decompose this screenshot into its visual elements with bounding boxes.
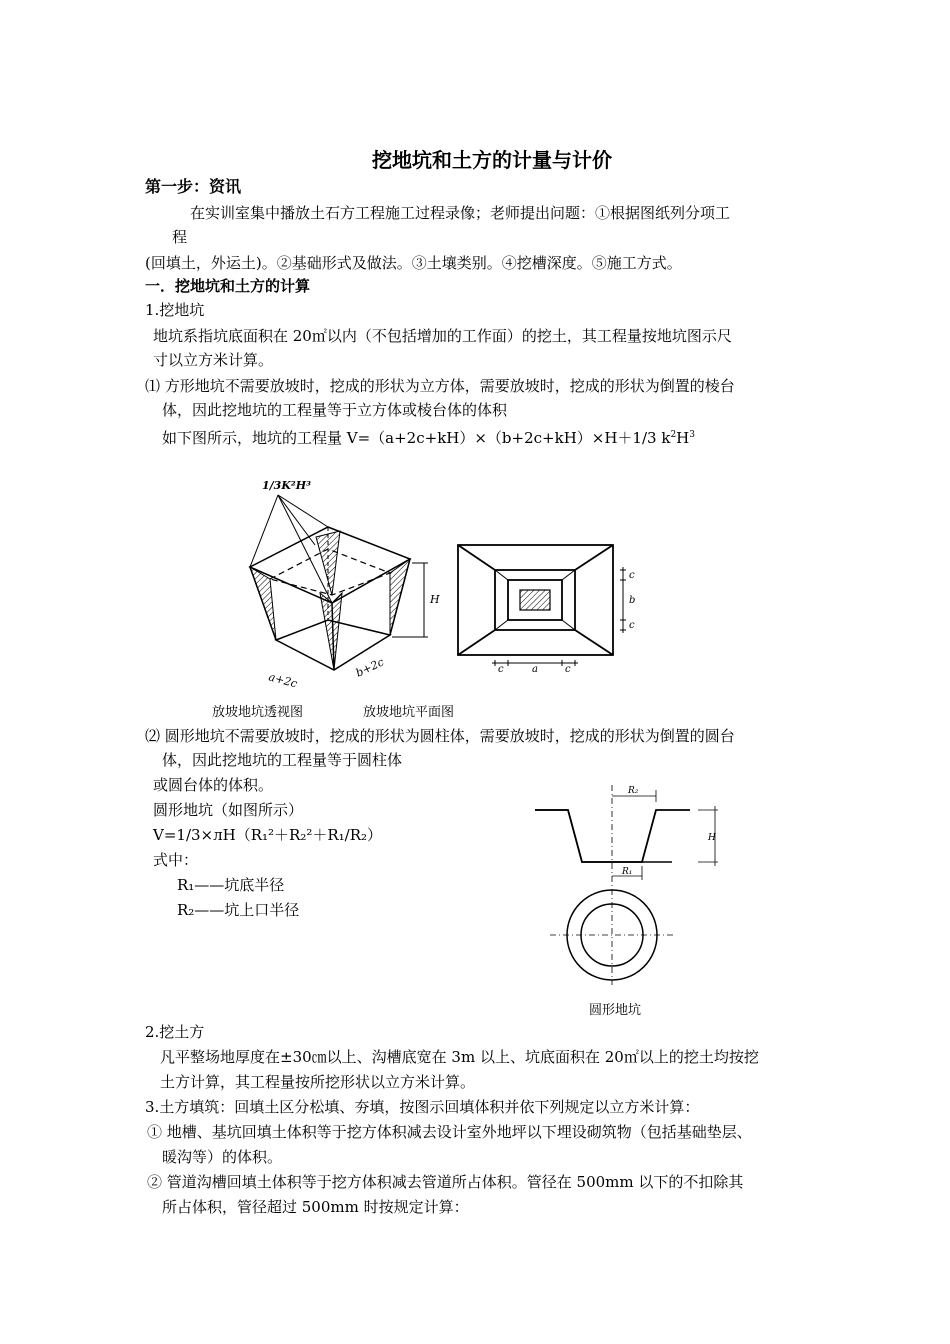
fig3-caption: 圆形地坑	[589, 1003, 642, 1018]
intro-line-2: 程	[172, 228, 188, 246]
formula-v-text: 如下图所示，地坑的工程量 V=（a+2c+kH）×（b+2c+kH）×H＋1/3 k	[162, 429, 671, 447]
round-r2-label: R₂	[628, 786, 639, 796]
round-h-label: H	[708, 833, 716, 843]
plan-c-left-label: c	[498, 664, 504, 675]
pit-plan-figure	[448, 540, 648, 675]
formula-sup-1: 2	[670, 430, 677, 440]
s3-item1-line-1: ① 地槽、基坑回填土体积等于挖方体积减去设计室外地坪以下埋设砌筑物（包括基础垫层、	[147, 1123, 752, 1141]
r2-definition: R₂——坑上口半径	[177, 901, 300, 919]
formula-sup-2: 3	[689, 430, 695, 440]
s1-item2-line-2: 体，因此挖地坑的工程量等于圆柱体	[162, 751, 403, 769]
s1-p1-line-1: 地坑系指坑底面积在 20㎡以内（不包括增加的工作面）的挖土，其工程量按地坑图示尺	[153, 327, 732, 345]
s3-heading: 3.土方填筑：回填土区分松填、夯填，按图示回填体积并依下列规定以立方米计算：	[145, 1098, 700, 1116]
plan-c-top-label: c	[629, 570, 635, 581]
s3-item1-line-2: 暖沟等）的体积。	[162, 1148, 283, 1166]
plan-a-label: a	[532, 664, 538, 675]
fig1-caption: 放坡地坑透视图	[212, 705, 304, 720]
section1-heading: 一．挖地坑和土方的计算	[145, 277, 311, 295]
r1-definition: R₁——坑底半径	[177, 876, 285, 894]
s1-item2-line-4: 圆形地坑（如图所示）	[153, 801, 304, 819]
formula-round: V=1/3×лH（R₁²＋R₂²＋R₁/R₂）	[153, 826, 383, 844]
persp-b-label: b+2c	[353, 655, 386, 680]
round-pit-figure	[530, 780, 730, 995]
s1-p1-line-2: 寸以立方米计算。	[153, 351, 274, 369]
fig2-caption: 放坡地坑平面图	[363, 705, 455, 720]
intro-line-1: 在实训室集中播放土石方工程施工过程录像；老师提出问题：①根据图纸列分项工	[190, 204, 731, 222]
plan-c-right-label: c	[565, 664, 571, 675]
s1-heading: 1.挖地坑	[145, 301, 205, 319]
s3-item2-line-1: ② 管道沟槽回填土体积等于挖方体积减去管道所占体积。管径在 500mm 以下的不扣除其	[147, 1173, 744, 1191]
persp-top-label: 1/3K²H³	[262, 479, 311, 492]
s1-item2-line-1: ⑵ 圆形地坑不需要放坡时，挖成的形状为圆柱体，需要放坡时，挖成的形状为倒置的圆台	[145, 727, 735, 745]
s2-line-2: 土方计算，其工程量按所挖形状以立方米计算。	[160, 1073, 476, 1091]
persp-h-label: H	[430, 593, 440, 606]
s1-item2-line-3: 或圆台体的体积。	[153, 776, 274, 794]
s3-item2-line-2: 所占体积，管径超过 500mm 时按规定计算：	[162, 1198, 469, 1216]
pit-perspective-figure	[240, 475, 440, 690]
s1-item1-line-3	[162, 425, 695, 448]
plan-b-label: b	[629, 595, 636, 606]
round-r1-label: R₁	[622, 867, 633, 877]
s2-line-1: 凡平整场地厚度在±30㎝以上、沟槽底宽在 3m 以上、坑底面积在 20㎡以上的挖土均按挖	[160, 1048, 759, 1066]
plan-c-bottom-label: c	[629, 620, 635, 631]
step1-heading: 第一步：资讯	[145, 177, 242, 196]
s2-heading: 2.挖土方	[145, 1023, 205, 1041]
intro-line-3: (回填土，外运土)。②基础形式及做法。③土壤类别。④挖槽深度。⑤施工方式。	[145, 254, 682, 272]
where-label: 式中：	[153, 851, 199, 869]
formula-h-text: H	[676, 429, 690, 447]
s1-item1-line-2: 体，因此挖地坑的工程量等于立方体或棱台体的体积	[162, 401, 508, 419]
page-title: 挖地坑和土方的计量与计价	[372, 148, 612, 172]
s1-item1-line-1: ⑴ 方形地坑不需要放坡时，挖成的形状为立方体，需要放坡时，挖成的形状为倒置的棱台	[145, 377, 735, 395]
persp-a-label: a+2c	[267, 670, 299, 690]
